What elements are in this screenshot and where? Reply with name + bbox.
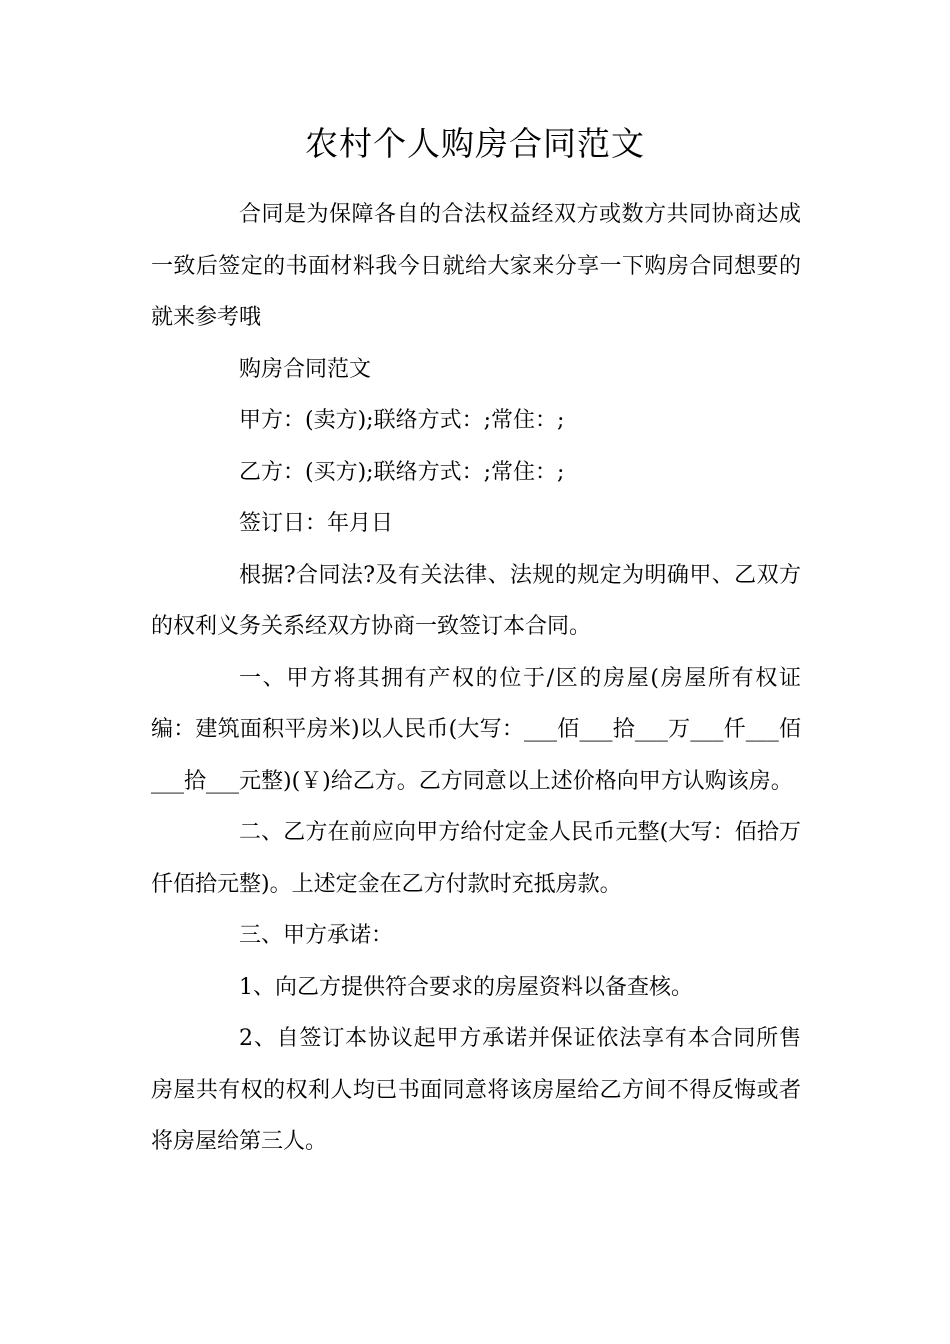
paragraph-intro: 合同是为保障各自的合法权益经双方或数方共同协商达成一致后签定的书面材料我今日就给大家来分享一下购房合同想要的就来参考哦 xyxy=(151,202,801,330)
paragraph-clause-1: 一、甲方将其拥有产权的位于/区的房屋(房屋所有权证编：建筑面积平房米)以人民币(大写：___佰___拾___万___仟___佰___拾___元整)(￥)给乙方。乙方同意以上述价格向甲方认购该房。 xyxy=(151,665,801,794)
paragraph-party-a: 甲方：(卖方);联络方式：;常住：; xyxy=(239,408,565,433)
paragraph-clause-3-item-2: 2、自签订本协议起甲方承诺并保证依法享有本合同所售房屋共有权的权利人均已书面同意将该房屋给乙方间不得反悔或者将房屋给第三人。 xyxy=(151,1026,801,1154)
document-title: 农村个人购房合同范文 xyxy=(305,124,645,163)
paragraph-clause-2: 二、乙方在前应向甲方给付定金人民币元整(大写：佰拾万仟佰拾元整)。上述定金在乙方付款时充抵房款。 xyxy=(151,820,801,897)
paragraph-basis: 根据?合同法?及有关法律、法规的规定为明确甲、乙双方的权利义务关系经双方协商一致签订本合同。 xyxy=(151,562,801,639)
paragraph-sign-date: 签订日：年月日 xyxy=(239,511,394,536)
paragraph-clause-3-item-1: 1、向乙方提供符合要求的房屋资料以备查核。 xyxy=(239,974,693,1000)
paragraph-party-b: 乙方：(买方);联络方式：;常住：; xyxy=(239,459,565,485)
document-body xyxy=(151,189,801,1168)
paragraph-clause-3: 三、甲方承诺： xyxy=(239,923,394,948)
paragraph-heading: 购房合同范文 xyxy=(239,356,372,382)
